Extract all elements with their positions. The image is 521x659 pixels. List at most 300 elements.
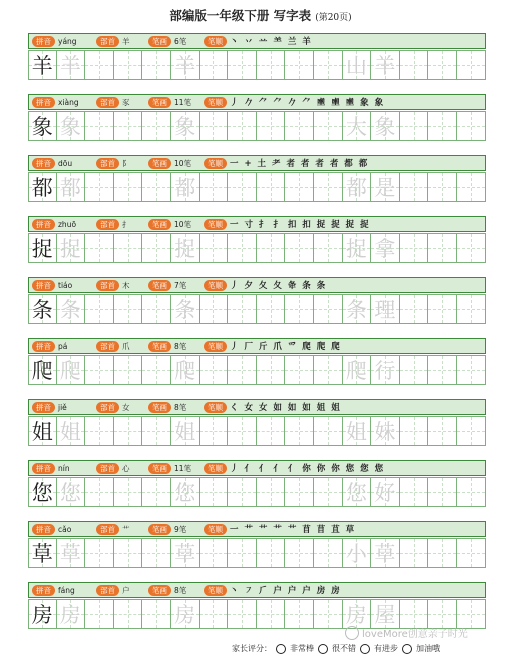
tian-grid-cell[interactable]	[28, 477, 57, 507]
char-row	[28, 521, 486, 571]
word-char-2: 拿	[374, 237, 396, 261]
radical-tag: 部首	[96, 97, 119, 108]
word-char-2: 妹	[374, 420, 396, 444]
tian-grid-cell[interactable]	[285, 172, 314, 202]
rating-radio-3[interactable]	[360, 644, 370, 654]
tian-grid-cell[interactable]	[171, 599, 200, 629]
word-char-2: 理	[374, 298, 396, 322]
radical-value: 女	[122, 402, 130, 412]
strokes-value: 7笔	[174, 280, 187, 290]
radical-value: 阝	[122, 158, 130, 168]
tian-grid-cell[interactable]	[400, 355, 429, 385]
char-row	[28, 460, 486, 510]
word-char-2: 羊	[374, 54, 396, 78]
tian-grid-cell[interactable]	[57, 538, 86, 568]
tian-grid-cell[interactable]	[371, 355, 400, 385]
pinyin-tag: 拼音	[32, 463, 55, 474]
radical-value: 爪	[122, 341, 130, 351]
word-char-1: 爬	[345, 359, 367, 383]
order-tag: 笔顺	[204, 280, 227, 291]
radical-value: 羊	[122, 36, 130, 46]
tian-grid-cell[interactable]	[428, 294, 457, 324]
practice-grid	[28, 355, 486, 385]
tian-grid-cell[interactable]	[200, 355, 229, 385]
tian-grid-cell[interactable]	[428, 477, 457, 507]
stroke-order: 丶 丷 䒑 ⺷ 兰 羊	[230, 37, 313, 47]
model-char: 捉	[31, 237, 53, 261]
tian-grid-cell[interactable]	[142, 477, 171, 507]
pinyin-value: pá	[58, 341, 68, 351]
tian-grid-cell[interactable]	[314, 355, 343, 385]
tian-grid-cell[interactable]	[371, 416, 400, 446]
tian-grid-cell[interactable]	[371, 538, 400, 568]
tian-grid-cell[interactable]	[28, 355, 57, 385]
tian-grid-cell[interactable]	[85, 233, 114, 263]
row-header	[28, 155, 486, 171]
trace-char: 您	[174, 481, 196, 505]
tian-grid-cell[interactable]	[85, 538, 114, 568]
radical-tag: 部首	[96, 219, 119, 230]
practice-grid	[28, 111, 486, 141]
tian-grid-cell[interactable]	[343, 599, 372, 629]
tian-grid-cell[interactable]	[285, 233, 314, 263]
strokes-tag: 笔画	[148, 341, 171, 352]
tian-grid-cell[interactable]	[457, 538, 486, 568]
tian-grid-cell[interactable]	[142, 50, 171, 80]
model-char: 都	[31, 176, 53, 200]
tian-grid-cell[interactable]	[285, 599, 314, 629]
tian-grid-cell[interactable]	[400, 477, 429, 507]
word-char-2: 象	[374, 115, 396, 139]
tian-grid-cell[interactable]	[371, 599, 400, 629]
tian-grid-cell[interactable]	[142, 355, 171, 385]
strokes-tag: 笔画	[148, 585, 171, 596]
tian-grid-cell[interactable]	[171, 416, 200, 446]
tian-grid-cell[interactable]	[457, 50, 486, 80]
order-tag: 笔顺	[204, 36, 227, 47]
model-char: 象	[31, 115, 53, 139]
tian-grid-cell[interactable]	[228, 294, 257, 324]
tian-grid-cell[interactable]	[400, 294, 429, 324]
word-char-1: 您	[345, 481, 367, 505]
tian-grid-cell[interactable]	[171, 111, 200, 141]
tian-grid-cell[interactable]	[171, 233, 200, 263]
word-char-1: 小	[345, 542, 367, 566]
trace-char: 爬	[59, 359, 81, 383]
tian-grid-cell[interactable]	[257, 111, 286, 141]
tian-grid-cell[interactable]	[171, 294, 200, 324]
tian-grid-cell[interactable]	[285, 355, 314, 385]
tian-grid-cell[interactable]	[200, 294, 229, 324]
tian-grid-cell[interactable]	[314, 599, 343, 629]
practice-grid	[28, 538, 486, 568]
trace-char: 房	[59, 603, 81, 627]
word-char-1: 都	[345, 176, 367, 200]
tian-grid-cell[interactable]	[285, 111, 314, 141]
trace-char: 爬	[174, 359, 196, 383]
word-char-2: 是	[374, 176, 396, 200]
tian-grid-cell[interactable]	[457, 416, 486, 446]
tian-grid-cell[interactable]	[257, 416, 286, 446]
tian-grid-cell[interactable]	[57, 416, 86, 446]
tian-grid-cell[interactable]	[371, 172, 400, 202]
tian-grid-cell[interactable]	[200, 477, 229, 507]
tian-grid-cell[interactable]	[28, 233, 57, 263]
tian-grid-cell[interactable]	[457, 172, 486, 202]
trace-char: 房	[174, 603, 196, 627]
pinyin-value: dōu	[58, 158, 73, 168]
tian-grid-cell[interactable]	[85, 50, 114, 80]
tian-grid-cell[interactable]	[285, 294, 314, 324]
radical-value: 豕	[122, 97, 130, 107]
tian-grid-cell[interactable]	[257, 477, 286, 507]
tian-grid-cell[interactable]	[114, 538, 143, 568]
tian-grid-cell[interactable]	[314, 538, 343, 568]
tian-grid-cell[interactable]	[200, 172, 229, 202]
tian-grid-cell[interactable]	[314, 477, 343, 507]
strokes-value: 8笔	[174, 341, 187, 351]
strokes-tag: 笔画	[148, 402, 171, 413]
tian-grid-cell[interactable]	[400, 538, 429, 568]
practice-grid	[28, 233, 486, 263]
pinyin-tag: 拼音	[32, 524, 55, 535]
trace-char: 捉	[174, 237, 196, 261]
order-tag: 笔顺	[204, 341, 227, 352]
tian-grid-cell[interactable]	[400, 233, 429, 263]
model-char: 羊	[31, 54, 53, 78]
strokes-value: 10笔	[174, 158, 192, 168]
tian-grid-cell[interactable]	[57, 233, 86, 263]
char-row	[28, 155, 486, 205]
tian-grid-cell[interactable]	[28, 599, 57, 629]
tian-grid-cell[interactable]	[200, 538, 229, 568]
tian-grid-cell[interactable]	[200, 233, 229, 263]
tian-grid-cell[interactable]	[114, 416, 143, 446]
trace-char: 象	[174, 115, 196, 139]
practice-grid	[28, 172, 486, 202]
tian-grid-cell[interactable]	[400, 111, 429, 141]
tian-grid-cell[interactable]	[457, 294, 486, 324]
strokes-tag: 笔画	[148, 36, 171, 47]
radical-tag: 部首	[96, 402, 119, 413]
pinyin-tag: 拼音	[32, 280, 55, 291]
practice-grid	[28, 477, 486, 507]
tian-grid-cell[interactable]	[314, 294, 343, 324]
tian-grid-cell[interactable]	[371, 111, 400, 141]
pinyin-value: nín	[58, 463, 70, 473]
tian-grid-cell[interactable]	[257, 538, 286, 568]
strokes-value: 11笔	[174, 97, 192, 107]
tian-grid-cell[interactable]	[428, 416, 457, 446]
tian-grid-cell[interactable]	[257, 294, 286, 324]
tian-grid-cell[interactable]	[57, 477, 86, 507]
tian-grid-cell[interactable]	[171, 50, 200, 80]
tian-grid-cell[interactable]	[400, 172, 429, 202]
trace-char: 条	[174, 298, 196, 322]
tian-grid-cell[interactable]	[228, 477, 257, 507]
rating-radio-1[interactable]	[276, 644, 286, 654]
tian-grid-cell[interactable]	[142, 294, 171, 324]
practice-grid	[28, 50, 486, 80]
tian-grid-cell[interactable]	[228, 355, 257, 385]
radical-tag: 部首	[96, 158, 119, 169]
stroke-order: く 女 女 如 如 如 姐 姐	[230, 403, 342, 413]
rating-option: 加油哦	[416, 644, 440, 653]
char-row	[28, 216, 486, 266]
tian-grid-cell[interactable]	[114, 599, 143, 629]
trace-char: 草	[59, 542, 81, 566]
strokes-value: 10笔	[174, 219, 192, 229]
word-char-1: 山	[345, 54, 367, 78]
char-row	[28, 33, 486, 83]
strokes-value: 11笔	[174, 463, 192, 473]
tian-grid-cell[interactable]	[228, 172, 257, 202]
tian-grid-cell[interactable]	[228, 538, 257, 568]
radical-value: 木	[122, 280, 130, 290]
radical-value: 扌	[122, 219, 130, 229]
page-note: (第20页)	[315, 13, 352, 23]
row-header	[28, 460, 486, 476]
word-char-1: 房	[345, 603, 367, 627]
tian-grid-cell[interactable]	[228, 233, 257, 263]
tian-grid-cell[interactable]	[228, 599, 257, 629]
stroke-order: 丿 厂 斤 爪 爫 爬 爬 爬	[230, 342, 342, 352]
practice-grid	[28, 294, 486, 324]
tian-grid-cell[interactable]	[343, 416, 372, 446]
tian-grid-cell[interactable]	[28, 538, 57, 568]
tian-grid-cell[interactable]	[200, 599, 229, 629]
tian-grid-cell[interactable]	[114, 233, 143, 263]
tian-grid-cell[interactable]	[343, 233, 372, 263]
pinyin-value: jiě	[58, 402, 67, 412]
word-char-2: 草	[374, 542, 396, 566]
tian-grid-cell[interactable]	[85, 172, 114, 202]
tian-grid-cell[interactable]	[257, 172, 286, 202]
tian-grid-cell[interactable]	[285, 50, 314, 80]
trace-char: 都	[174, 176, 196, 200]
strokes-tag: 笔画	[148, 158, 171, 169]
pinyin-value: yáng	[58, 36, 77, 46]
row-header	[28, 33, 486, 49]
radical-tag: 部首	[96, 280, 119, 291]
tian-grid-cell[interactable]	[57, 50, 86, 80]
tian-grid-cell[interactable]	[285, 538, 314, 568]
model-char: 姐	[31, 420, 53, 444]
tian-grid-cell[interactable]	[114, 111, 143, 141]
trace-char: 姐	[174, 420, 196, 444]
pinyin-tag: 拼音	[32, 158, 55, 169]
tian-grid-cell[interactable]	[28, 294, 57, 324]
tian-grid-cell[interactable]	[314, 233, 343, 263]
tian-grid-cell[interactable]	[257, 233, 286, 263]
tian-grid-cell[interactable]	[371, 233, 400, 263]
tian-grid-cell[interactable]	[142, 233, 171, 263]
tian-grid-cell[interactable]	[200, 111, 229, 141]
tian-grid-cell[interactable]	[314, 111, 343, 141]
tian-grid-cell[interactable]	[285, 416, 314, 446]
tian-grid-cell[interactable]	[57, 355, 86, 385]
tian-grid-cell[interactable]	[85, 599, 114, 629]
tian-grid-cell[interactable]	[228, 50, 257, 80]
order-tag: 笔顺	[204, 463, 227, 474]
stroke-order: 一 寸 扌 扌 扣 扣 捉 捉 捉 捉	[230, 220, 371, 230]
pinyin-tag: 拼音	[32, 402, 55, 413]
tian-grid-cell[interactable]	[171, 172, 200, 202]
tian-grid-cell[interactable]	[228, 111, 257, 141]
stroke-order: 一 + 土 耂 者 者 者 者 都 都	[230, 159, 369, 169]
rating-option: 有进步	[374, 644, 398, 653]
tian-grid-cell[interactable]	[457, 477, 486, 507]
tian-grid-cell[interactable]	[457, 233, 486, 263]
char-row	[28, 399, 486, 449]
tian-grid-cell[interactable]	[257, 599, 286, 629]
tian-grid-cell[interactable]	[371, 50, 400, 80]
tian-grid-cell[interactable]	[400, 416, 429, 446]
rating-radio-4[interactable]	[402, 644, 412, 654]
row-header	[28, 94, 486, 110]
word-char-2: 好	[374, 481, 396, 505]
strokes-tag: 笔画	[148, 463, 171, 474]
tian-grid-cell[interactable]	[428, 355, 457, 385]
strokes-tag: 笔画	[148, 219, 171, 230]
char-row	[28, 338, 486, 388]
stroke-order: 丶 ㇇ ⺁ 户 户 户 房 房	[230, 586, 342, 596]
tian-grid-cell[interactable]	[457, 111, 486, 141]
tian-grid-cell[interactable]	[85, 416, 114, 446]
tian-grid-cell[interactable]	[85, 477, 114, 507]
pinyin-value: xiàng	[58, 97, 79, 107]
tian-grid-cell[interactable]	[85, 355, 114, 385]
tian-grid-cell[interactable]	[371, 294, 400, 324]
tian-grid-cell[interactable]	[257, 50, 286, 80]
tian-grid-cell[interactable]	[228, 416, 257, 446]
tian-grid-cell[interactable]	[114, 172, 143, 202]
order-tag: 笔顺	[204, 402, 227, 413]
trace-char: 羊	[174, 54, 196, 78]
tian-grid-cell[interactable]	[142, 599, 171, 629]
tian-grid-cell[interactable]	[428, 233, 457, 263]
pinyin-tag: 拼音	[32, 341, 55, 352]
tian-grid-cell[interactable]	[85, 111, 114, 141]
title-text: 部编版一年级下册 写字表	[169, 8, 312, 23]
pinyin-value: zhuō	[58, 219, 77, 229]
order-tag: 笔顺	[204, 158, 227, 169]
order-tag: 笔顺	[204, 524, 227, 535]
tian-grid-cell[interactable]	[428, 172, 457, 202]
tian-grid-cell[interactable]	[114, 355, 143, 385]
tian-grid-cell[interactable]	[343, 477, 372, 507]
tian-grid-cell[interactable]	[57, 599, 86, 629]
tian-grid-cell[interactable]	[171, 538, 200, 568]
tian-grid-cell[interactable]	[28, 111, 57, 141]
row-header	[28, 399, 486, 415]
tian-grid-cell[interactable]	[343, 294, 372, 324]
tian-grid-cell[interactable]	[171, 355, 200, 385]
radical-tag: 部首	[96, 585, 119, 596]
strokes-value: 8笔	[174, 402, 187, 412]
page-title	[0, 6, 521, 24]
model-char: 您	[31, 481, 53, 505]
pinyin-tag: 拼音	[32, 36, 55, 47]
char-row	[28, 277, 486, 327]
pinyin-tag: 拼音	[32, 585, 55, 596]
strokes-value: 8笔	[174, 585, 187, 595]
tian-grid-cell[interactable]	[343, 355, 372, 385]
strokes-tag: 笔画	[148, 280, 171, 291]
practice-grid	[28, 416, 486, 446]
model-char: 条	[31, 298, 53, 322]
tian-grid-cell[interactable]	[57, 111, 86, 141]
tian-grid-cell[interactable]	[57, 172, 86, 202]
trace-char: 条	[59, 298, 81, 322]
tian-grid-cell[interactable]	[343, 111, 372, 141]
pinyin-value: fáng	[58, 585, 75, 595]
tian-grid-cell[interactable]	[428, 50, 457, 80]
pinyin-value: tiáo	[58, 280, 73, 290]
tian-grid-cell[interactable]	[314, 50, 343, 80]
tian-grid-cell[interactable]	[400, 50, 429, 80]
tian-grid-cell[interactable]	[57, 294, 86, 324]
tian-grid-cell[interactable]	[85, 294, 114, 324]
pinyin-tag: 拼音	[32, 97, 55, 108]
tian-grid-cell[interactable]	[428, 111, 457, 141]
tian-grid-cell[interactable]	[114, 294, 143, 324]
tian-grid-cell[interactable]	[28, 50, 57, 80]
tian-grid-cell[interactable]	[257, 355, 286, 385]
char-row	[28, 94, 486, 144]
tian-grid-cell[interactable]	[114, 50, 143, 80]
tian-grid-cell[interactable]	[314, 172, 343, 202]
tian-grid-cell[interactable]	[28, 172, 57, 202]
tian-grid-cell[interactable]	[142, 416, 171, 446]
tian-grid-cell[interactable]	[171, 477, 200, 507]
word-char-1: 大	[345, 115, 367, 139]
stroke-order: 一 艹 艹 艹 艹 苜 苜 苴 草	[230, 525, 356, 535]
trace-char: 捉	[59, 237, 81, 261]
tian-grid-cell[interactable]	[314, 416, 343, 446]
tian-grid-cell[interactable]	[200, 416, 229, 446]
word-char-2: 行	[374, 359, 396, 383]
model-char: 爬	[31, 359, 53, 383]
tian-grid-cell[interactable]	[142, 538, 171, 568]
tian-grid-cell[interactable]	[371, 477, 400, 507]
trace-char: 羊	[59, 54, 81, 78]
tian-grid-cell[interactable]	[343, 538, 372, 568]
tian-grid-cell[interactable]	[142, 111, 171, 141]
word-char-1: 条	[345, 298, 367, 322]
tian-grid-cell[interactable]	[343, 50, 372, 80]
radical-value: 心	[122, 463, 130, 473]
tian-grid-cell[interactable]	[428, 538, 457, 568]
tian-grid-cell[interactable]	[142, 172, 171, 202]
tian-grid-cell[interactable]	[200, 50, 229, 80]
tian-grid-cell[interactable]	[343, 172, 372, 202]
row-header	[28, 216, 486, 232]
rating-option: 非常棒	[290, 644, 314, 653]
rating-radio-2[interactable]	[318, 644, 328, 654]
tian-grid-cell[interactable]	[457, 355, 486, 385]
row-header	[28, 277, 486, 293]
tian-grid-cell[interactable]	[28, 416, 57, 446]
row-header	[28, 338, 486, 354]
row-header	[28, 521, 486, 537]
tian-grid-cell[interactable]	[285, 477, 314, 507]
tian-grid-cell[interactable]	[114, 477, 143, 507]
pinyin-tag: 拼音	[32, 219, 55, 230]
stroke-order: 丿 亻 亻 亻 亻 你 你 你 您 您 您	[230, 464, 385, 474]
word-char-1: 姐	[345, 420, 367, 444]
trace-char: 姐	[59, 420, 81, 444]
